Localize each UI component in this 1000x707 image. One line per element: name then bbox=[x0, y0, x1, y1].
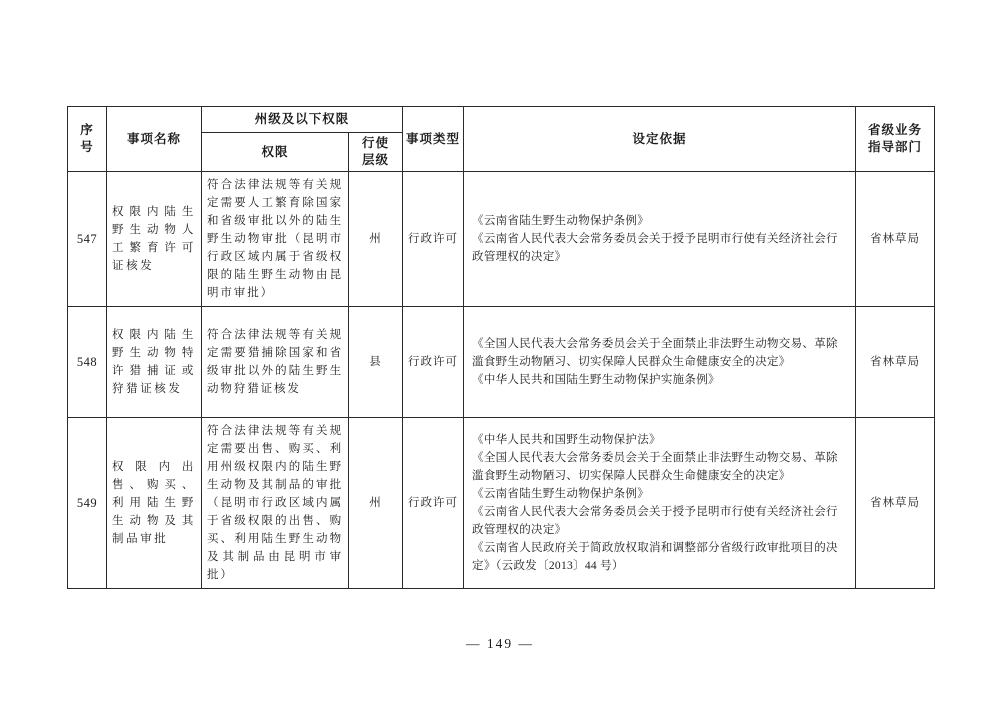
header-setting-basis: 设定依据 bbox=[464, 107, 856, 172]
cell-item-type: 行政许可 bbox=[403, 418, 464, 589]
basis-item: 《云南省人民代表大会常务委员会关于授予昆明市行使有关经济社会行政管理权的决定》 bbox=[472, 506, 838, 536]
header-provincial-guidance-dept bbox=[856, 107, 935, 172]
header-serial-number-line1: 序 bbox=[80, 123, 94, 137]
cell-guidance-dept: 省林草局 bbox=[856, 307, 935, 418]
cell-exercise-level: 州 bbox=[349, 418, 403, 589]
basis-item: 《云南省人民政府关于简政放权取消和调整部分省级行政审批项目的决定》（云政发〔2013〕44 号） bbox=[472, 542, 838, 572]
table-row-549 bbox=[68, 418, 935, 589]
cell-item-name: 权限内陆生野生动物特许猎捕证或狩猎证核发 bbox=[107, 307, 202, 418]
document-table bbox=[67, 106, 935, 589]
header-provincial-guidance-dept-line1: 省级业务 bbox=[868, 123, 923, 137]
basis-item: 《全国人民代表大会常务委员会关于全面禁止非法野生动物交易、革除滥食野生动物陋习、切实保障人民群众生命健康安全的决定》 bbox=[472, 338, 838, 368]
cell-guidance-dept: 省林草局 bbox=[856, 172, 935, 307]
cell-serial-number: 549 bbox=[68, 418, 107, 589]
cell-guidance-dept: 省林草局 bbox=[856, 418, 935, 589]
table-row-547 bbox=[68, 172, 935, 307]
cell-serial-number: 548 bbox=[68, 307, 107, 418]
table-row-548 bbox=[68, 307, 935, 418]
header-provincial-guidance-dept-line2: 指导部门 bbox=[868, 140, 923, 154]
cell-item-name: 权限内出售、购买、利用陆生野生动物及其制品审批 bbox=[107, 418, 202, 589]
basis-item: 《中华人民共和国陆生野生动物保护实施条例》 bbox=[472, 374, 720, 386]
header-exercise-level-line2: 层级 bbox=[362, 153, 390, 167]
cell-setting-basis bbox=[464, 418, 856, 589]
cell-item-name: 权限内陆生野生动物人工繁育许可证核发 bbox=[107, 172, 202, 307]
cell-authority: 符合法律法规等有关规定需要人工繁育除国家和省级审批以外的陆生野生动物审批（昆明市行政区域内属于省级权限的陆生野生动物由昆明市审批） bbox=[202, 172, 349, 307]
page-number: — 149 — bbox=[466, 636, 534, 651]
header-authority: 权限 bbox=[202, 133, 349, 172]
cell-exercise-level: 县 bbox=[349, 307, 403, 418]
cell-setting-basis bbox=[464, 307, 856, 418]
cell-item-type: 行政许可 bbox=[403, 172, 464, 307]
header-item-type: 事项类型 bbox=[403, 107, 464, 172]
cell-authority: 符合法律法规等有关规定需要出售、购买、利用州级权限内的陆生野生动物及其制品的审批（昆明市行政区域内属于省级权限的出售、购买、利用陆生野生动物及其制品由昆明市审批） bbox=[202, 418, 349, 589]
basis-item: 《云南省陆生野生动物保护条例》 bbox=[472, 488, 650, 500]
header-exercise-level-line1: 行使 bbox=[362, 136, 390, 150]
basis-item: 《云南省人民代表大会常务委员会关于授予昆明市行使有关经济社会行政管理权的决定》 bbox=[472, 233, 838, 263]
cell-item-type: 行政许可 bbox=[403, 307, 464, 418]
header-serial-number bbox=[68, 107, 107, 172]
cell-setting-basis bbox=[464, 172, 856, 307]
cell-exercise-level: 州 bbox=[349, 172, 403, 307]
basis-item: 《全国人民代表大会常务委员会关于全面禁止非法野生动物交易、革除滥食野生动物陋习、切实保障人民群众生命健康安全的决定》 bbox=[472, 452, 838, 482]
basis-item: 《中华人民共和国野生动物保护法》 bbox=[472, 434, 661, 446]
header-item-name: 事项名称 bbox=[107, 107, 202, 172]
cell-authority: 符合法律法规等有关规定需要猎捕除国家和省级审批以外的陆生野生动物狩猎证核发 bbox=[202, 307, 349, 418]
basis-item: 《云南省陆生野生动物保护条例》 bbox=[472, 215, 650, 227]
header-serial-number-line2: 号 bbox=[80, 140, 94, 154]
cell-serial-number: 547 bbox=[68, 172, 107, 307]
header-exercise-level bbox=[349, 133, 403, 172]
header-group-state-level-authority: 州级及以下权限 bbox=[202, 107, 403, 133]
